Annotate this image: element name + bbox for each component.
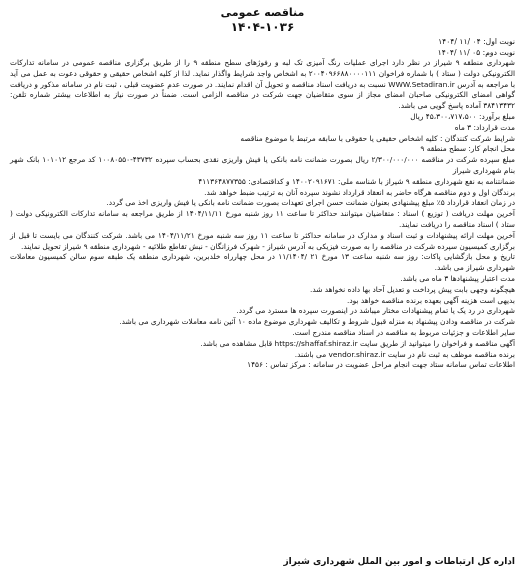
- no-prepayment: هیچگونه وجهی بابت پیش پرداخت و تعدیل آحاد بها داده نخواهد شد.: [309, 284, 515, 294]
- issuer-signature: اداره کل ارتباطات و امور بین الملل شهرداری شیراز: [283, 557, 515, 568]
- shaffaf-link[interactable]: آگهی مناقصه و فراخوان را میتوانید از طریق سایت https://shaffaf.shiraz.ir قابل مشاهده می باشد.: [200, 338, 515, 348]
- ad-cost: بدیهی است هزینه آگهی بعهده برنده مناقصه خواهد بود.: [346, 295, 515, 305]
- document-deadline: آخرین مهلت دریافت ( توزیع ) اسناد : متقاضیان میتوانند حداکثر تا ساعت ۱۱ روز شنبه مورخ ۱۴۰۴/۱۱/۱۱ از طریق مراجعه به سامانه تدارکات الکترونیکی دولت ( ستاد ) اسناد مناقصه را دریافت نمایند.: [10, 209, 515, 229]
- acceptance-clause: شرکت در مناقصه ودادن پیشنهاد به منزله قبول شروط و تکالیف شهرداری موضوع ماده ۱۰ آئین نامه معاملات شهرداری می باشد.: [119, 317, 515, 327]
- other-info: سایر اطلاعات و جزئیات مربوط به مناقصه در اسناد مناقصه مندرج است.: [292, 327, 515, 337]
- notice-title: مناقصه عمومی: [220, 6, 305, 19]
- intro-paragraph: شهرداری منطقه ۹ شیراز در نظر دارد اجرای عملیات رنگ آمیزی تک لبه و رفوژهای سطح منطقه ۹ را از طریق برگزاری مناقصه عمومی در سامانه تدارکات الکترونیکی دولت ( ستاد ) با شماره فراخوان ۲۰۰۴۰۹۶۶۸۸۰۰۰۰۱۱۱ به اشخاص واجد شرایط واگذار نماید. لذا از کلیه اشخاص حقیقی و حقوقی دعوت به عمل می آید با مراجعه به آدرس WWW.Setadiran.ir نسبت به دریافت اسناد مناقصه و تحویل آن اقدام نمایند. در صورت عدم عضویت قبلی ، ثبت نام در سامانه مذکور و دریافت گواهی امضای الکترونیکی صاحبان امضای مجاز از سوی متقاضیان جهت شرکت در مناقصه الزامی است. ضمناً در صورت نیاز به اطلاعات بیشتر شماره تلفن: ۳۸۴۱۳۴۳۲ آماده پاسخ گویی می باشد.: [10, 58, 515, 111]
- performance-guarantee: در زمان انعقاد قرارداد ۵٪ مبلغ پیشنهادی بعنوان ضمانت حسن اجرای تعهدات بصورت ضمانت نامه بانکی یا فیش واریزی اخذ می گردد.: [106, 198, 515, 208]
- date-first: نوبت اول: ۰۴ /۱۱ /۱۴۰۴: [438, 37, 515, 46]
- contract-duration: مدت قرارداد: ۳ ماه: [454, 122, 515, 132]
- work-location: محل انجام کار: سطح منطقه ۹: [420, 144, 515, 154]
- participant-conditions: شرایط شرکت کنندگان : کلیه اشخاص حقیقی یا حقوقی با سابقه مرتبط با موضوع مناقصه: [240, 133, 515, 143]
- opening-date: تاریخ و محل بازگشایی پاکات: روز سه شنبه ساعت ۱۳ مورخ ۲۱ /۱۱/۱۴۰۴ در محل چهارراه خلدبرین، شهرداری منطقه یک طبقه سوم سالن کمیسیون معاملات شهرداری شیراز می باشد.: [10, 252, 515, 273]
- submission-deadline: آخرین مهلت ارائه پیشنهادات و ثبت اسناد و مدارک در سامانه حداکثر تا ساعت ۱۱ روز سه شنبه مورخ ۱۴۰۴/۱۱/۲۱ می باشد. شرکت کنندگان می بایست تا قبل از برگزاری کمیسیون سپرده شرکت در مناقصه را به صورت فیزیکی به آدرس شیراز - شهرک فرزانگان - نبش تقاطع طلائیه - شهرداری منطقه ۹ شیراز تحویل نمایند.: [10, 230, 515, 251]
- contact-info: اطلاعات تماس سامانه ستاد جهت انجام مراحل عضویت در سامانه : مرکز تماس : ۱۴۵۶: [247, 360, 515, 370]
- date-second: نوبت دوم: ۰۵ /۱۱ /۱۴۰۴: [437, 48, 515, 57]
- estimate-amount: مبلغ برآورد: ۴۵،۳۰۰،۷۱۷،۵۰۰ ریال: [410, 111, 515, 121]
- validity-period: مدت اعتبار پیشنهادها ۳ ماه می باشد.: [400, 273, 515, 283]
- guarantee-beneficiary: ضمانتنامه به نفع شهرداری منطقه ۹ شیراز با شناسه ملی: ۱۴۰۰۲۰۹۱۶۷۱ و کداقتصادی: ۴۱۱۳۶۴۸۷۷۳۵۵: [198, 176, 515, 186]
- notice-number: ۱۴۰۴-۱۰۳۶: [230, 20, 295, 34]
- winner-forfeit: برندگان اول و دوم مناقصه هرگاه حاضر به انعقاد قرارداد نشوند سپرده آنان به ترتیب ضبط خواهد شد.: [204, 187, 515, 197]
- vendor-link[interactable]: برنده مناقصه موظف به ثبت نام در سایت vendor.shiraz.ir می باشند.: [294, 349, 515, 359]
- rejection-right: شهرداری در رد یک یا تمام پیشنهادات مختار میباشد در اینصورت سپرده ها مسترد می گردد.: [236, 306, 515, 316]
- deposit-amount: مبلغ سپرده شرکت در مناقصه ۲/۳۰۰/۰۰۰/۰۰۰ ریال بصورت ضمانت نامه بانکی یا فیش واریزی نقدی بحساب سپرده ۴۳۷۳۲-۱۰۰۸۰۵۵۰ کد مرجع ۱۰۱۰۱۲ بانک شهر بنام شهرداری شیراز: [10, 155, 516, 175]
